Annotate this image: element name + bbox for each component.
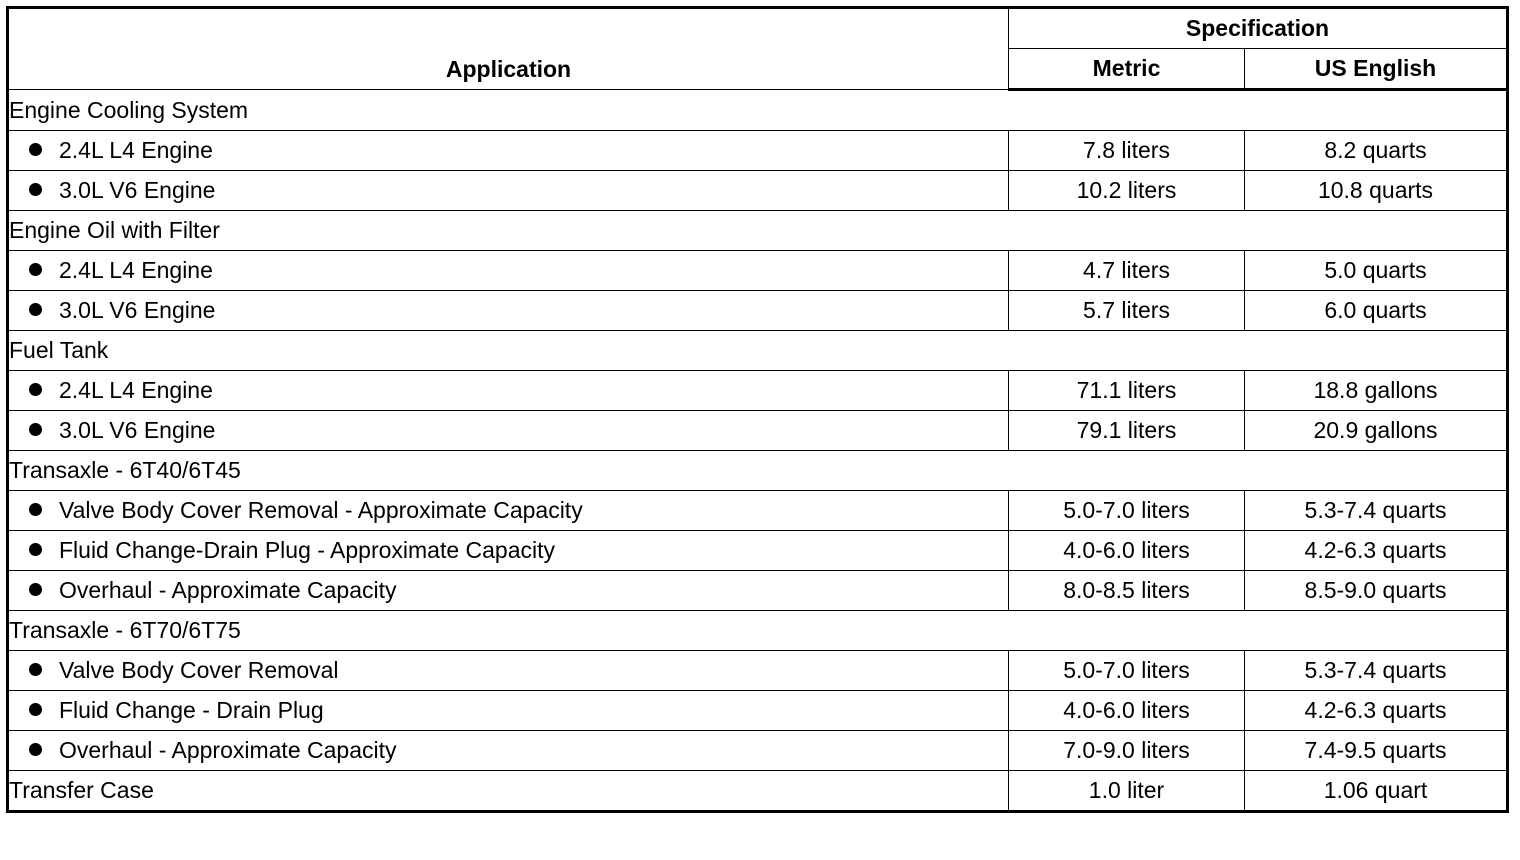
application-label: 2.4L L4 Engine xyxy=(59,137,213,163)
us-english-value: 4.2-6.3 quarts xyxy=(1245,691,1508,731)
capacities-spec-table xyxy=(6,6,1509,813)
application-label: 2.4L L4 Engine xyxy=(59,377,213,403)
table-row xyxy=(8,531,1508,571)
group-label: Engine Cooling System xyxy=(8,90,1508,131)
application-cell xyxy=(8,371,1009,411)
bullet-icon xyxy=(29,423,42,436)
bullet-icon xyxy=(29,543,42,556)
bullet-icon xyxy=(29,263,42,276)
table-row xyxy=(8,131,1508,171)
group-row xyxy=(8,611,1508,651)
table-row xyxy=(8,731,1508,771)
metric-value: 5.7 liters xyxy=(1009,291,1245,331)
bullet-icon xyxy=(29,303,42,316)
application-cell xyxy=(8,771,1009,812)
metric-value: 79.1 liters xyxy=(1009,411,1245,451)
table-body xyxy=(8,90,1508,812)
application-label: 3.0L V6 Engine xyxy=(59,177,216,203)
metric-value: 4.0-6.0 liters xyxy=(1009,691,1245,731)
bullet-icon xyxy=(29,583,42,596)
bullet-icon xyxy=(29,503,42,516)
group-label: Engine Oil with Filter xyxy=(8,211,1508,251)
bullet-icon xyxy=(29,743,42,756)
group-label: Transaxle - 6T70/6T75 xyxy=(8,611,1508,651)
metric-value: 7.8 liters xyxy=(1009,131,1245,171)
us-english-value: 8.5-9.0 quarts xyxy=(1245,571,1508,611)
application-cell xyxy=(8,651,1009,691)
metric-value: 7.0-9.0 liters xyxy=(1009,731,1245,771)
metric-value: 1.0 liter xyxy=(1009,771,1245,812)
us-english-value: 18.8 gallons xyxy=(1245,371,1508,411)
bullet-icon xyxy=(29,703,42,716)
application-cell xyxy=(8,291,1009,331)
us-english-value: 5.3-7.4 quarts xyxy=(1245,651,1508,691)
group-label: Transaxle - 6T40/6T45 xyxy=(8,451,1508,491)
group-row xyxy=(8,90,1508,131)
table-row xyxy=(8,571,1508,611)
us-english-header: US English xyxy=(1245,49,1508,90)
application-cell xyxy=(8,171,1009,211)
table-row xyxy=(8,371,1508,411)
us-english-value: 5.0 quarts xyxy=(1245,251,1508,291)
metric-value: 71.1 liters xyxy=(1009,371,1245,411)
table-row xyxy=(8,691,1508,731)
application-label: Valve Body Cover Removal xyxy=(59,657,339,683)
application-label: Transfer Case xyxy=(9,777,154,803)
application-cell xyxy=(8,131,1009,171)
application-label: 3.0L V6 Engine xyxy=(59,297,216,323)
table-row xyxy=(8,171,1508,211)
bullet-icon xyxy=(29,663,42,676)
metric-header: Metric xyxy=(1009,49,1245,90)
application-label: Fluid Change - Drain Plug xyxy=(59,697,324,723)
bullet-icon xyxy=(29,143,42,156)
application-label: 2.4L L4 Engine xyxy=(59,257,213,283)
metric-value: 4.0-6.0 liters xyxy=(1009,531,1245,571)
us-english-value: 7.4-9.5 quarts xyxy=(1245,731,1508,771)
metric-value: 10.2 liters xyxy=(1009,171,1245,211)
table-row xyxy=(8,651,1508,691)
group-row xyxy=(8,451,1508,491)
us-english-value: 20.9 gallons xyxy=(1245,411,1508,451)
metric-value: 8.0-8.5 liters xyxy=(1009,571,1245,611)
table-row xyxy=(8,411,1508,451)
table-row xyxy=(8,771,1508,812)
us-english-value: 5.3-7.4 quarts xyxy=(1245,491,1508,531)
table-header xyxy=(8,8,1508,90)
table-row xyxy=(8,251,1508,291)
application-label: Overhaul - Approximate Capacity xyxy=(59,577,397,603)
group-row xyxy=(8,211,1508,251)
bullet-icon xyxy=(29,183,42,196)
metric-value: 5.0-7.0 liters xyxy=(1009,491,1245,531)
application-cell xyxy=(8,491,1009,531)
metric-value: 5.0-7.0 liters xyxy=(1009,651,1245,691)
us-english-value: 1.06 quart xyxy=(1245,771,1508,812)
metric-value: 4.7 liters xyxy=(1009,251,1245,291)
application-cell xyxy=(8,251,1009,291)
specification-header: Specification xyxy=(1009,8,1508,49)
us-english-value: 8.2 quarts xyxy=(1245,131,1508,171)
table-row xyxy=(8,491,1508,531)
application-cell xyxy=(8,571,1009,611)
application-cell xyxy=(8,531,1009,571)
application-header: Application xyxy=(8,8,1009,90)
header-row-top xyxy=(8,8,1508,49)
application-label: Fluid Change-Drain Plug - Approximate Capacity xyxy=(59,537,556,563)
application-label: Overhaul - Approximate Capacity xyxy=(59,737,397,763)
bullet-icon xyxy=(29,383,42,396)
group-label: Fuel Tank xyxy=(8,331,1508,371)
us-english-value: 6.0 quarts xyxy=(1245,291,1508,331)
application-label: 3.0L V6 Engine xyxy=(59,417,216,443)
application-cell xyxy=(8,731,1009,771)
application-cell xyxy=(8,411,1009,451)
table-row xyxy=(8,291,1508,331)
us-english-value: 10.8 quarts xyxy=(1245,171,1508,211)
us-english-value: 4.2-6.3 quarts xyxy=(1245,531,1508,571)
group-row xyxy=(8,331,1508,371)
application-cell xyxy=(8,691,1009,731)
application-label: Valve Body Cover Removal - Approximate Capacity xyxy=(59,497,583,523)
